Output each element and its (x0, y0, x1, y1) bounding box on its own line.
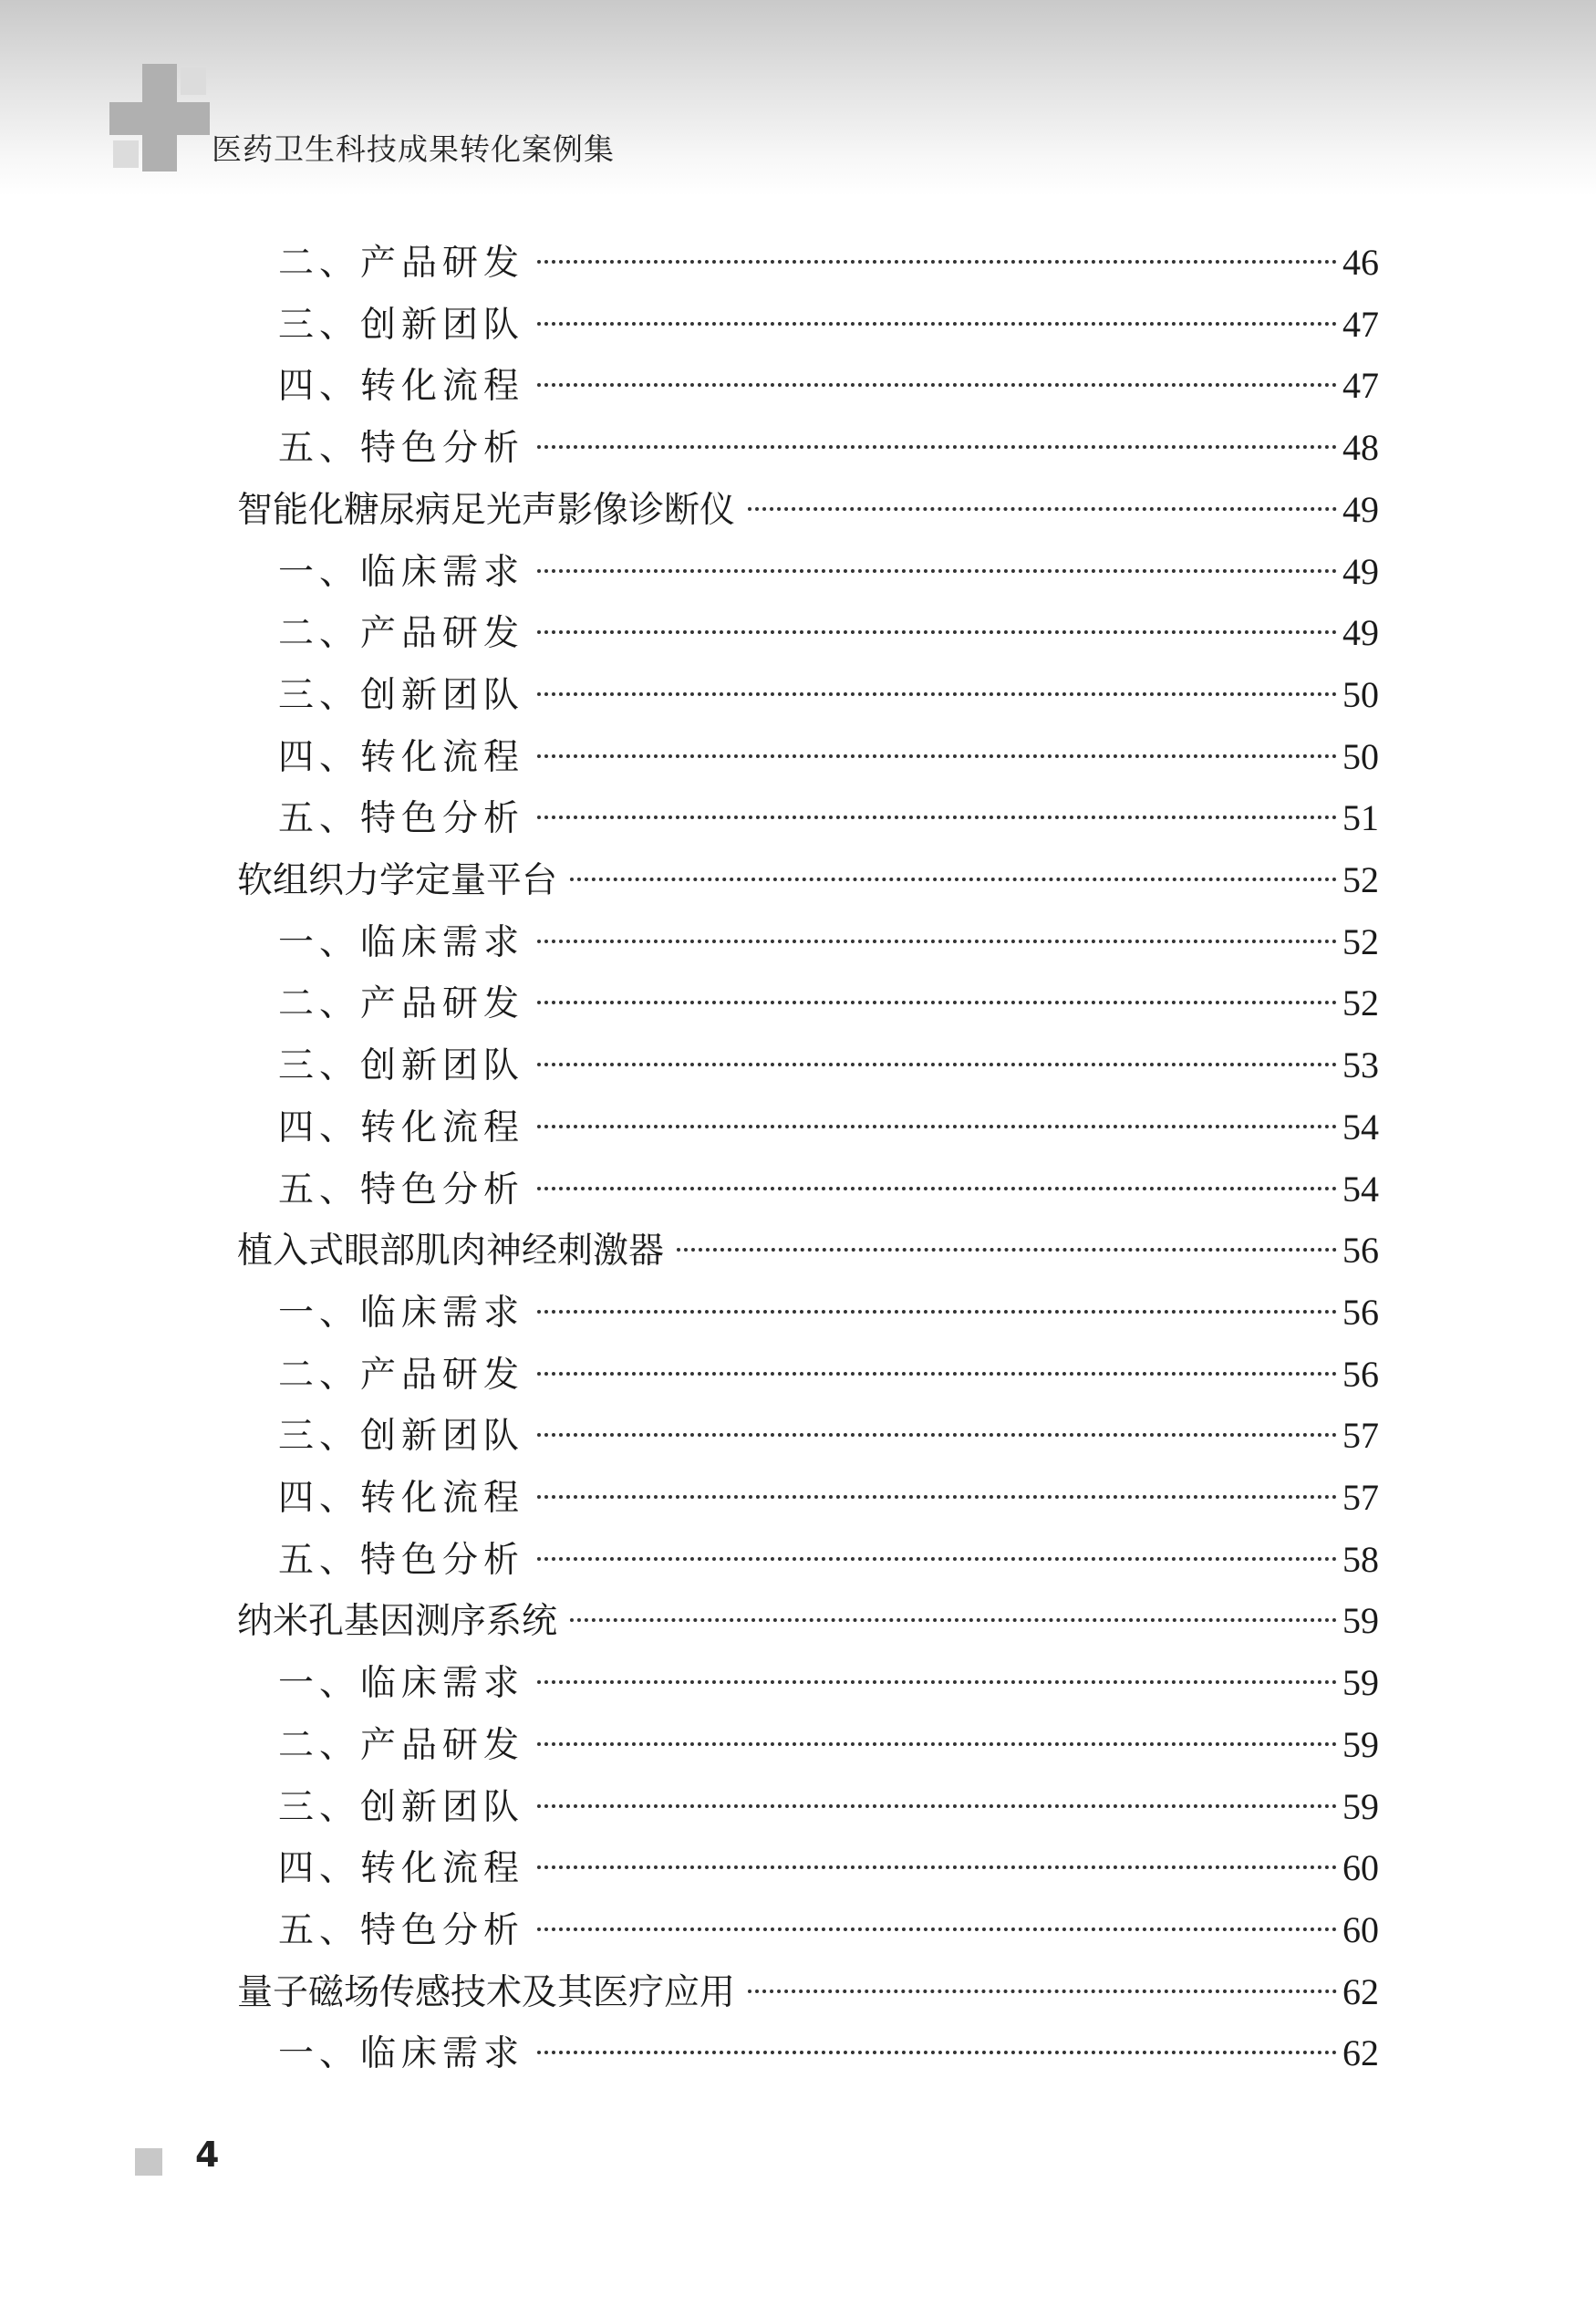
toc-entry-page-number: 52 (1342, 982, 1379, 1023)
toc-section-entry[interactable] (278, 425, 1379, 471)
dot-leader (537, 816, 1337, 819)
dot-leader (537, 940, 1337, 943)
toc-section-entry[interactable] (278, 1290, 1379, 1335)
dot-leader (537, 1372, 1337, 1376)
toc-entry-page-number: 60 (1342, 1909, 1379, 1950)
toc-entry-page-number: 56 (1342, 1354, 1379, 1395)
toc-entry-page-number: 62 (1342, 2032, 1379, 2073)
toc-chapter-entry[interactable] (237, 1969, 1379, 2015)
dot-leader (537, 2051, 1337, 2054)
dot-leader (537, 1063, 1337, 1066)
toc-entry-page-number: 54 (1342, 1107, 1379, 1148)
dot-leader (537, 322, 1337, 326)
toc-entry-label: 五、特色分析 (278, 798, 525, 839)
dot-leader (537, 1804, 1337, 1808)
dot-leader (537, 260, 1337, 264)
dot-leader (748, 507, 1337, 511)
toc-entry-page-number: 60 (1342, 1847, 1379, 1888)
toc-section-entry[interactable] (278, 795, 1379, 841)
toc-entry-page-number: 46 (1342, 242, 1379, 283)
dot-leader (537, 1742, 1337, 1746)
toc-entry-label: 二、产品研发 (278, 1355, 525, 1396)
dot-leader (537, 1433, 1337, 1437)
toc-entry-label: 四、转化流程 (278, 737, 525, 778)
toc-entry-label: 五、特色分析 (278, 1540, 525, 1581)
toc-section-entry[interactable] (278, 672, 1379, 718)
toc-section-entry[interactable] (278, 1722, 1379, 1768)
toc-entry-label: 四、转化流程 (278, 366, 525, 407)
toc-chapter-entry[interactable] (237, 1228, 1379, 1273)
toc-entry-page-number: 49 (1342, 551, 1379, 592)
toc-section-entry[interactable] (278, 1105, 1379, 1150)
toc-section-entry[interactable] (278, 2031, 1379, 2076)
toc-section-entry[interactable] (278, 1784, 1379, 1830)
toc-entry-page-number: 59 (1342, 1662, 1379, 1703)
toc-entry-page-number: 48 (1342, 427, 1379, 468)
toc-entry-page-number: 56 (1342, 1230, 1379, 1271)
toc-entry-label: 五、特色分析 (278, 1169, 525, 1210)
toc-entry-label: 二、产品研发 (278, 243, 525, 284)
folio-marker (135, 2148, 162, 2176)
toc-entry-label: 三、创新团队 (278, 675, 525, 716)
toc-section-entry[interactable] (278, 363, 1379, 409)
dot-leader (537, 1310, 1337, 1314)
medical-cross-icon (109, 64, 210, 171)
dot-leader (537, 383, 1337, 387)
toc-section-entry[interactable] (278, 1537, 1379, 1583)
toc-entry-page-number: 58 (1342, 1539, 1379, 1580)
dot-leader (537, 1865, 1337, 1869)
toc-section-entry[interactable] (278, 610, 1379, 656)
toc-entry-page-number: 47 (1342, 304, 1379, 345)
toc-entry-label: 三、创新团队 (278, 1787, 525, 1828)
toc-entry-page-number: 52 (1342, 859, 1379, 900)
dot-leader (537, 1680, 1337, 1684)
toc-section-entry[interactable] (278, 1907, 1379, 1953)
toc-section-entry[interactable] (278, 1352, 1379, 1397)
dot-leader (537, 445, 1337, 449)
toc-entry-label: 四、转化流程 (278, 1478, 525, 1519)
toc-entry-label: 二、产品研发 (278, 1725, 525, 1766)
toc-entry-label: 一、临床需求 (278, 1293, 525, 1334)
dot-leader (537, 630, 1337, 634)
dot-leader (570, 878, 1337, 881)
toc-entry-page-number: 51 (1342, 797, 1379, 838)
toc-entry-label: 三、创新团队 (278, 1416, 525, 1457)
toc-entry-label: 三、创新团队 (278, 305, 525, 346)
dot-leader (677, 1248, 1337, 1252)
dot-leader (537, 1927, 1337, 1931)
toc-entry-page-number: 57 (1342, 1477, 1379, 1518)
toc-chapter-entry[interactable] (237, 1598, 1379, 1644)
toc-entry-page-number: 49 (1342, 612, 1379, 653)
toc-section-entry[interactable] (278, 734, 1379, 780)
dot-leader (537, 1187, 1337, 1190)
toc-entry-page-number: 62 (1342, 1971, 1379, 2012)
toc-entry-label: 三、创新团队 (278, 1045, 525, 1086)
toc-entry-page-number: 59 (1342, 1600, 1379, 1641)
dot-leader (570, 1618, 1337, 1622)
toc-entry-label: 一、临床需求 (278, 2033, 525, 2074)
toc-section-entry[interactable] (278, 1845, 1379, 1891)
toc-entry-page-number: 54 (1342, 1169, 1379, 1210)
dot-leader (537, 1125, 1337, 1128)
toc-entry-label: 五、特色分析 (278, 428, 525, 469)
toc-section-entry[interactable] (278, 240, 1379, 286)
toc-entry-page-number: 56 (1342, 1292, 1379, 1333)
toc-entry-page-number: 57 (1342, 1415, 1379, 1456)
dot-leader (537, 692, 1337, 696)
toc-entry-page-number: 49 (1342, 489, 1379, 530)
toc-entry-label: 智能化糖尿病足光声影像诊断仪 (237, 490, 736, 531)
toc-entry-page-number: 59 (1342, 1724, 1379, 1765)
toc-entry-page-number: 47 (1342, 365, 1379, 406)
toc-entry-page-number: 59 (1342, 1786, 1379, 1827)
toc-section-entry[interactable] (278, 1475, 1379, 1521)
toc-section-entry[interactable] (278, 1167, 1379, 1212)
toc-entry-label: 五、特色分析 (278, 1910, 525, 1951)
toc-entry-label: 一、临床需求 (278, 922, 525, 963)
toc-entry-label: 二、产品研发 (278, 983, 525, 1024)
toc-entry-label: 四、转化流程 (278, 1107, 525, 1148)
dot-leader (537, 1001, 1337, 1004)
toc-entry-label: 二、产品研发 (278, 613, 525, 654)
toc-section-entry[interactable] (278, 1413, 1379, 1459)
toc-section-entry[interactable] (278, 1043, 1379, 1088)
toc-entry-page-number: 53 (1342, 1044, 1379, 1086)
dot-leader (537, 754, 1337, 758)
toc-section-entry[interactable] (278, 549, 1379, 595)
toc-entry-label: 纳米孔基因测序系统 (237, 1601, 558, 1642)
toc-entry-page-number: 52 (1342, 921, 1379, 962)
toc-entry-label: 软组织力学定量平台 (237, 860, 558, 901)
toc-entry-label: 四、转化流程 (278, 1848, 525, 1889)
dot-leader (537, 1557, 1337, 1561)
toc-section-entry[interactable] (278, 1660, 1379, 1706)
toc-section-entry[interactable] (278, 981, 1379, 1026)
toc-chapter-entry[interactable] (237, 487, 1379, 533)
dot-leader (537, 1495, 1337, 1499)
toc-entry-label: 一、临床需求 (278, 552, 525, 593)
page-number: 4 (195, 2135, 220, 2175)
running-header-title: 医药卫生科技成果转化案例集 (212, 131, 615, 167)
toc-section-entry[interactable] (278, 920, 1379, 965)
toc-section-entry[interactable] (278, 302, 1379, 348)
toc-entry-label: 量子磁场传感技术及其医疗应用 (237, 1972, 736, 2013)
dot-leader (748, 1990, 1337, 1993)
dot-leader (537, 569, 1337, 573)
toc-entry-label: 植入式眼部肌肉神经刺激器 (237, 1231, 665, 1272)
toc-chapter-entry[interactable] (237, 857, 1379, 903)
toc-entry-page-number: 50 (1342, 736, 1379, 777)
toc-entry-page-number: 50 (1342, 674, 1379, 715)
toc-entry-label: 一、临床需求 (278, 1663, 525, 1704)
